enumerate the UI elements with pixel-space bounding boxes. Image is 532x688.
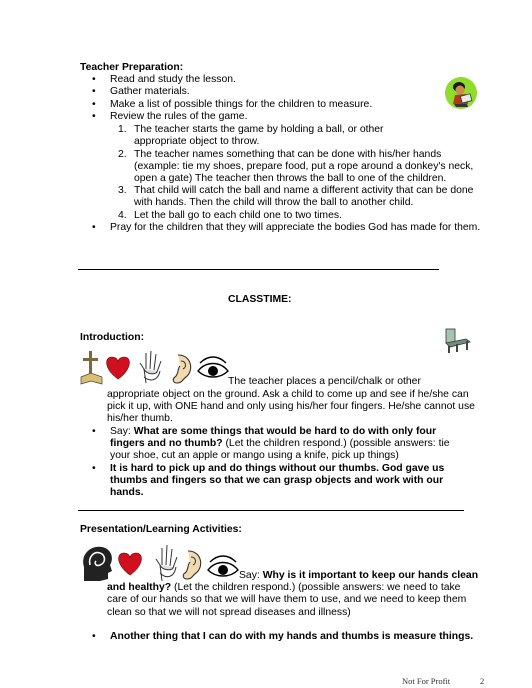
heart-icon: [107, 357, 130, 379]
footer-label: Not For Profit: [402, 676, 451, 686]
chair-icon: [442, 326, 474, 354]
prep-bullet: Gather materials.: [110, 86, 190, 97]
intro-para-line: his/her thumb.: [107, 413, 173, 424]
question-text: and healthy?: [107, 582, 172, 593]
bullet-glyph: •: [92, 74, 96, 85]
question-text: What are some things that would be hard to do with only four: [133, 426, 437, 437]
presentation-say-line-2: [107, 582, 460, 595]
bullet-glyph: •: [92, 111, 96, 122]
intro-bold-line: It is hard to pick up and do things without our thumbs. God gave us: [110, 463, 445, 474]
section-divider: [78, 510, 464, 511]
step-line: open a gate) The teacher then throws the ball to one of the children.: [134, 173, 447, 184]
hand-icon: [140, 351, 161, 383]
presentation-icon-strip: [80, 543, 240, 585]
step-line: The teacher names something that can be done with his/her hands: [134, 149, 442, 160]
intro-say-line-1: [110, 426, 510, 439]
presentation-heading: Presentation/Learning Activities:: [80, 524, 242, 535]
intro-para-line: appropriate object on the ground. Ask a child to come up and see if he/she can: [107, 389, 469, 400]
presentation-line: care of our hands so that we will have them to use, and we need to keep them: [107, 594, 467, 605]
presentation-say-line-1: [239, 570, 478, 583]
question-text: Why is it important to keep our hands clean: [262, 570, 479, 581]
prep-bullet: Make a list of possible things for the children to measure.: [110, 99, 373, 110]
step-number: 3.: [118, 185, 127, 196]
response-text: (Let the children respond.) (possible answers: tie: [222, 438, 450, 449]
step-line: Let the ball go to each child one to two times.: [134, 210, 342, 221]
bullet-glyph: •: [92, 631, 96, 642]
prep-bullet: Review the rules of the game.: [110, 111, 248, 122]
intro-para-line: The teacher places a pencil/chalk or other: [228, 376, 421, 387]
intro-say-line-3: your shoe, cut an apple or mango using a knife, pick up things): [110, 450, 399, 461]
prep-heading: Teacher Preparation:: [80, 62, 184, 73]
prep-bullet: Read and study the lesson.: [110, 74, 236, 85]
cross-bible-icon: [81, 351, 102, 384]
question-text: fingers and no thumb?: [110, 438, 223, 449]
prep-bullet: Pray for the children that they will appreciate the bodies God has made for them.: [110, 222, 481, 233]
bullet-glyph: •: [92, 86, 96, 97]
intro-icon-strip: [80, 349, 230, 387]
intro-say-line-2: [110, 438, 510, 451]
say-label: Say:: [239, 570, 263, 581]
eye-icon: [198, 357, 228, 377]
head-icon: [83, 547, 112, 581]
step-line: with hands. Then the child will throw the ball to another child.: [134, 197, 414, 208]
say-label: Say:: [110, 426, 134, 437]
presentation-bold-bullet: Another thing that I can do with my hands and thumbs is measure things.: [110, 631, 474, 642]
page-number: 2: [480, 676, 485, 686]
step-line: (example: tie my shoes, prepare food, put a rope around a donkey's neck,: [134, 161, 474, 172]
bullet-glyph: •: [92, 222, 96, 233]
ear-icon: [173, 355, 190, 383]
intro-heading: Introduction:: [80, 332, 145, 343]
bullet-glyph: •: [92, 99, 96, 110]
intro-para-line: pick it up, with ONE hand and only using his/her four fingers. He/she cannot use: [107, 401, 475, 412]
step-line: That child will catch the ball and name a different activity that can be done: [134, 185, 474, 196]
step-number: 2.: [118, 149, 127, 160]
hand-icon: [156, 545, 177, 581]
step-line: appropriate object to throw.: [134, 136, 260, 147]
boy-reading-icon: [444, 76, 478, 110]
intro-bold-line: hands.: [110, 487, 144, 498]
response-text: (Let the children respond.) (possible answers: we need to take: [171, 582, 461, 593]
bullet-glyph: •: [92, 426, 96, 437]
bullet-glyph: •: [92, 463, 96, 474]
eye-icon: [208, 556, 238, 576]
classtime-heading: CLASSTIME:: [228, 294, 292, 305]
step-line: The teacher starts the game by holding a ball, or other: [134, 124, 384, 135]
step-number: 1.: [118, 124, 127, 135]
presentation-line: clean so that we will not spread diseases and illness): [107, 607, 351, 618]
heart-icon: [119, 553, 142, 575]
section-divider: [78, 269, 439, 270]
intro-bold-line: thumbs and fingers so that we can grasp objects and work with our: [110, 475, 444, 486]
step-number: 4.: [118, 210, 127, 221]
ear-icon: [183, 551, 200, 579]
